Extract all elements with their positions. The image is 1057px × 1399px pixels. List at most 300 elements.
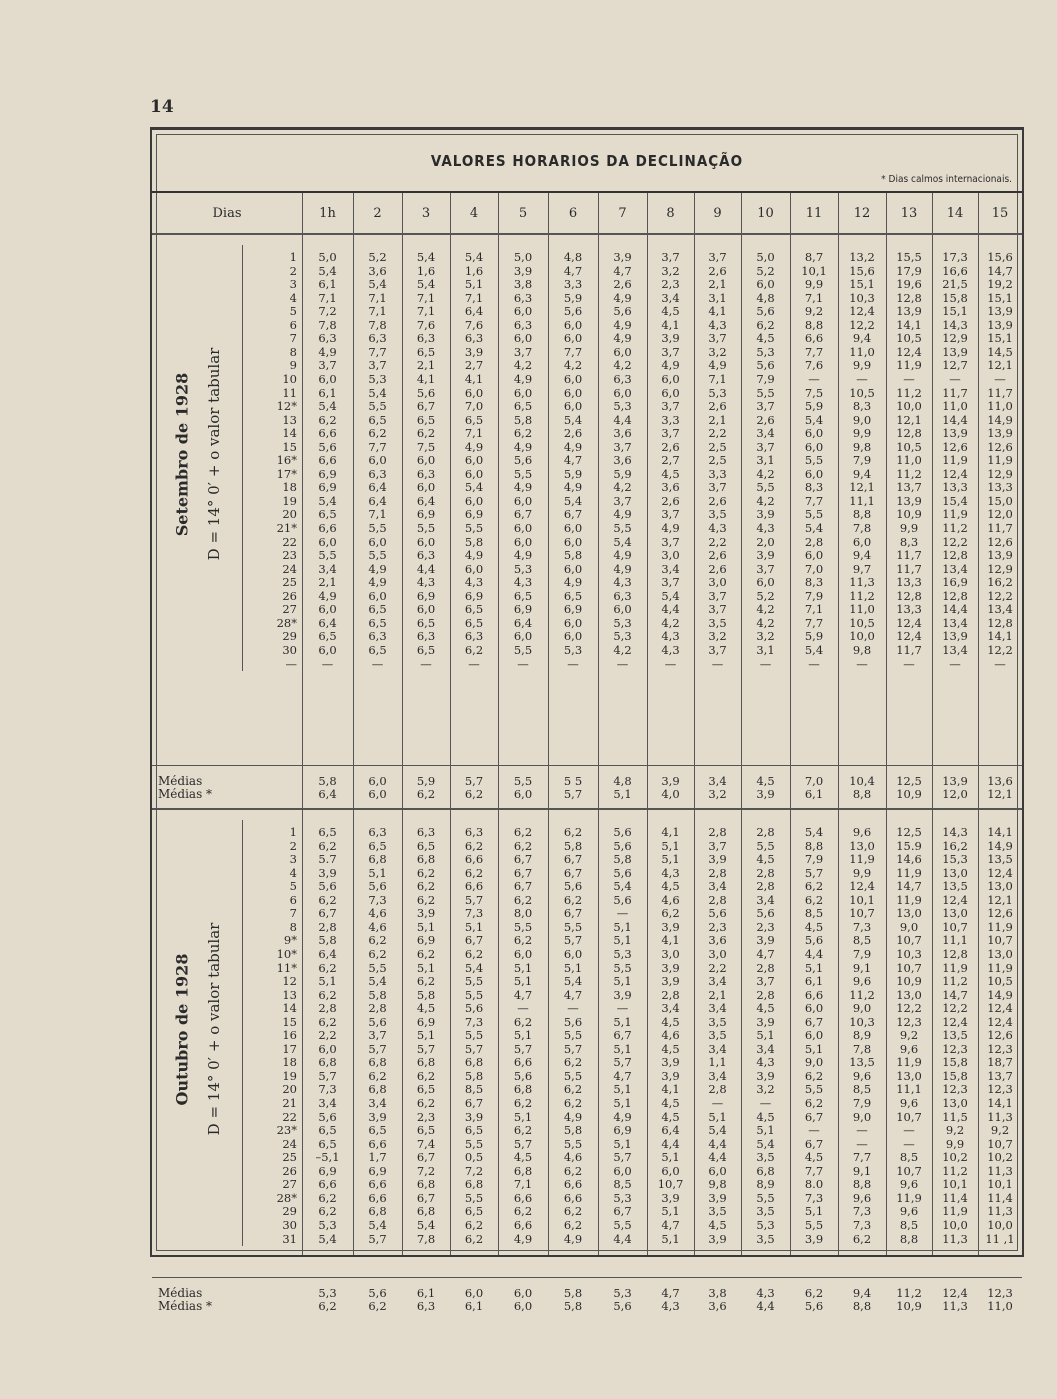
- table-cell: 7,1: [368, 304, 387, 319]
- table-cell: 13,9: [896, 493, 922, 508]
- table-cell: 3,9: [661, 960, 680, 975]
- table-cell: 5,1: [756, 1123, 775, 1138]
- table-cell: 14,4: [942, 602, 968, 617]
- table-cell: 6,2: [416, 1068, 436, 1083]
- table-cell: 10,9: [896, 507, 922, 522]
- table-cell: 6,6: [318, 453, 337, 468]
- table-cell: 6,7: [563, 507, 583, 522]
- table-cell: 5,1: [464, 277, 484, 292]
- medias-calm-cell: 6,4: [318, 787, 337, 801]
- table-cell: 9,9: [852, 426, 872, 441]
- day-label: 23*: [276, 1123, 297, 1138]
- table-cell: 6,2: [318, 987, 337, 1002]
- table-cell: —: [903, 656, 915, 671]
- table-cell: 2,2: [708, 960, 727, 975]
- table-cell: 12,8: [987, 615, 1013, 630]
- table-cell: 4,9: [464, 548, 484, 563]
- table-cell: 6,0: [661, 1163, 680, 1178]
- table-cell: 10,7: [849, 906, 875, 921]
- medias-cell: 3,9: [661, 774, 680, 788]
- table-cell: 12,3: [942, 1041, 968, 1056]
- table-cell: 2,1: [318, 575, 337, 590]
- table-cell: 7,2: [416, 1163, 436, 1178]
- table-cell: 6,0: [368, 588, 387, 603]
- table-cell: —: [616, 1001, 629, 1016]
- table-cell: 7,3: [464, 1014, 484, 1029]
- table-cell: 6,5: [416, 838, 436, 853]
- table-cell: —: [711, 1096, 724, 1110]
- table-cell: 3,4: [756, 892, 775, 907]
- medias-cell: 4,7: [661, 1286, 680, 1300]
- table-cell: 5,8: [464, 1068, 484, 1083]
- table-cell: 3,6: [613, 426, 632, 441]
- day-label: 8: [289, 344, 297, 359]
- table-cell: 6,0: [416, 453, 436, 468]
- table-cell: 10,5: [849, 385, 875, 400]
- table-cell: 6,1: [804, 974, 824, 989]
- day-label: 27: [282, 602, 297, 617]
- table-cell: 3,9: [613, 250, 632, 264]
- medias-cell: 5,9: [416, 774, 436, 788]
- table-cell: –5,1: [315, 1150, 340, 1165]
- table-cell: 6,2: [416, 946, 436, 961]
- table-cell: 6,2: [464, 946, 484, 961]
- label-divider: [242, 820, 243, 1246]
- table-cell: 5,5: [368, 399, 387, 414]
- table-cell: 6,3: [368, 331, 387, 346]
- table-cell: 5,7: [416, 1041, 436, 1056]
- table-cell: 6,2: [416, 974, 436, 989]
- day-label: 19: [282, 1068, 297, 1083]
- table-cell: 2,1: [416, 358, 436, 373]
- table-cell: 11,3: [987, 1163, 1013, 1178]
- table-cell: 4,5: [756, 331, 775, 346]
- table-cell: 6,0: [613, 385, 632, 400]
- table-cell: 13,7: [896, 480, 922, 495]
- table-cell: —: [903, 1136, 915, 1151]
- table-cell: 9,9: [899, 521, 919, 535]
- table-cell: 7,9: [852, 1096, 872, 1110]
- table-cell: 6,2: [513, 1123, 533, 1138]
- day-label: 9*: [283, 933, 297, 948]
- header-hour-7: 7: [618, 206, 627, 221]
- table-cell: 6,6: [368, 1136, 387, 1151]
- table-cell: 7,7: [368, 439, 387, 454]
- table-cell: 9,9: [945, 1136, 965, 1151]
- day-label: 20: [282, 507, 297, 522]
- table-cell: 6,2: [563, 1082, 583, 1097]
- table-cell: 13,3: [896, 602, 922, 617]
- table-cell: 6,0: [464, 453, 484, 468]
- table-cell: 2,8: [708, 1082, 727, 1097]
- table-cell: —: [567, 656, 579, 671]
- table-cell: 4,9: [613, 290, 632, 305]
- data-grid: [152, 191, 1022, 1313]
- table-cell: —: [856, 1123, 868, 1138]
- day-label: —: [285, 656, 297, 671]
- table-cell: 11,4: [942, 1190, 968, 1205]
- table-cell: 6,0: [804, 426, 824, 441]
- table-cell: 12,3: [896, 1014, 922, 1029]
- table-cell: —: [420, 656, 432, 671]
- table-cell: 6,0: [661, 385, 680, 400]
- table-cell: 6,2: [563, 1204, 583, 1219]
- table-cell: 11,2: [849, 987, 875, 1002]
- table-cell: 6,5: [318, 1123, 337, 1138]
- table-cell: 6,0: [563, 371, 583, 386]
- table-cell: 4,1: [661, 933, 680, 948]
- medias-calm-cell: 5,8: [563, 1299, 583, 1313]
- table-cell: 6,9: [464, 588, 484, 603]
- table-cell: 5,1: [368, 865, 387, 880]
- table-cell: 14,9: [987, 838, 1013, 853]
- table-cell: 6,6: [804, 331, 824, 346]
- table-cell: 12,5: [896, 825, 922, 839]
- table-cell: 15.9: [896, 838, 922, 853]
- table-cell: 7,1: [318, 290, 337, 305]
- medias-calm-cell: 10,9: [896, 1299, 922, 1313]
- table-cell: 5,5: [756, 838, 775, 853]
- table-cell: 6,9: [318, 480, 337, 495]
- table-cell: 13,3: [987, 480, 1013, 495]
- table-cell: 6,0: [513, 385, 533, 400]
- table-cell: 6,2: [368, 933, 387, 948]
- day-label: 19: [282, 493, 297, 508]
- day-label: 27: [282, 1177, 297, 1192]
- header-hour-11: 11: [805, 206, 823, 221]
- table-cell: 6,0: [368, 453, 387, 468]
- medias-label: Médias: [158, 774, 203, 788]
- table-cell: 6,5: [464, 1204, 484, 1219]
- table-cell: 4,9: [368, 561, 387, 576]
- table-cell: 4,2: [756, 493, 775, 508]
- table-cell: 2,8: [661, 987, 680, 1002]
- table-cell: 6,7: [513, 507, 533, 522]
- table-cell: 4,9: [563, 1231, 583, 1246]
- table-cell: 11,5: [942, 1109, 968, 1124]
- table-cell: 6,0: [563, 331, 583, 346]
- table-cell: 5,3: [613, 399, 632, 414]
- table-cell: 4,9: [563, 1109, 583, 1124]
- table-cell: 5,3: [318, 1217, 337, 1232]
- table-cell: 6,8: [368, 1082, 387, 1097]
- table-cell: 7,7: [852, 1150, 872, 1165]
- table-cell: 12,6: [987, 534, 1013, 549]
- table-cell: 10,7: [896, 960, 922, 975]
- table-cell: 6,8: [368, 852, 387, 867]
- table-cell: 6,2: [368, 426, 387, 441]
- table-cell: 12,2: [942, 534, 968, 549]
- table-cell: 3,6: [613, 453, 632, 468]
- table-cell: 7,6: [416, 317, 436, 332]
- table-cell: 5,0: [756, 250, 775, 264]
- table-cell: 4,9: [613, 548, 632, 563]
- table-cell: 6,5: [318, 507, 337, 522]
- table-cell: 3,5: [708, 615, 727, 630]
- table-cell: 3,9: [756, 507, 775, 522]
- table-cell: 6,9: [416, 933, 436, 948]
- table-cell: —: [856, 371, 868, 386]
- table-cell: 2,8: [708, 825, 727, 839]
- table-cell: 10,0: [849, 629, 875, 644]
- table-cell: 6,2: [318, 412, 337, 427]
- table-cell: 5,1: [416, 1028, 436, 1043]
- day-label: 8: [289, 919, 297, 934]
- table-cell: 4,7: [563, 453, 583, 468]
- table-cell: 2,6: [756, 412, 775, 427]
- table-cell: 4,7: [513, 987, 533, 1002]
- table-cell: 5,1: [464, 919, 484, 934]
- day-label: 6: [289, 892, 297, 907]
- table-cell: 12,3: [942, 1082, 968, 1097]
- table-cell: 12,6: [987, 1028, 1013, 1043]
- table-cell: 2,2: [708, 426, 727, 441]
- table-cell: 15,8: [942, 1055, 968, 1070]
- table-cell: 5,6: [613, 825, 632, 839]
- table-cell: 4,2: [563, 358, 583, 373]
- table-cell: 7,1: [804, 290, 824, 305]
- table-cell: 0,5: [464, 1150, 484, 1165]
- table-cell: 6,8: [368, 1204, 387, 1219]
- table-cell: —: [949, 656, 961, 671]
- table-cell: 7,9: [756, 371, 775, 386]
- table-cell: 15,1: [987, 290, 1013, 305]
- table-cell: 18,7: [987, 1055, 1013, 1070]
- table-cell: 4,4: [708, 1150, 727, 1165]
- medias-label: Médias: [158, 1286, 203, 1300]
- table-cell: 6,7: [804, 1014, 824, 1029]
- table-cell: 4,6: [661, 892, 680, 907]
- table-cell: 13,5: [942, 879, 968, 894]
- table-cell: 13,0: [896, 906, 922, 921]
- table-cell: 11,9: [896, 1055, 922, 1070]
- table-cell: 4,2: [613, 358, 632, 373]
- table-cell: 3,7: [661, 507, 680, 522]
- table-cell: 3,4: [708, 1001, 727, 1016]
- calm-days-note: * Dias calmos internacionais.: [881, 174, 1012, 185]
- medias-cell: 3,4: [708, 774, 727, 788]
- table-cell: 5,6: [513, 1068, 533, 1083]
- header-hour-6: 6: [568, 206, 578, 221]
- table-cell: 5,0: [513, 250, 533, 264]
- table-cell: 6,8: [368, 1055, 387, 1070]
- table-cell: 5,6: [804, 933, 824, 948]
- table-cell: 14,7: [942, 987, 968, 1002]
- table-cell: 14,3: [942, 825, 968, 839]
- table-cell: 2,6: [708, 561, 727, 576]
- table-cell: 6,2: [513, 825, 533, 839]
- table-cell: 5,5: [464, 1190, 484, 1205]
- table-cell: 5,4: [464, 250, 484, 264]
- table-cell: 3,3: [661, 412, 680, 427]
- table-cell: 6,3: [416, 629, 436, 644]
- table-cell: 3,9: [661, 1190, 680, 1205]
- table-cell: 6,2: [318, 1204, 337, 1219]
- day-label: 3: [289, 277, 297, 292]
- table-cell: 9,6: [852, 974, 872, 989]
- table-cell: 5,6: [708, 906, 727, 921]
- table-cell: 6,0: [318, 371, 337, 386]
- table-cell: 6,2: [318, 1014, 337, 1029]
- table-cell: 13,9: [942, 426, 968, 441]
- table-cell: 5,4: [804, 642, 824, 657]
- table-cell: 4,2: [661, 615, 680, 630]
- table-cell: 15,1: [942, 304, 968, 319]
- table-cell: 6,5: [368, 1123, 387, 1138]
- table-cell: 6,3: [368, 825, 387, 839]
- table-cell: 6,0: [513, 629, 533, 644]
- medias-calm-cell: 5,1: [613, 787, 632, 801]
- formula-label: D = 14° 0′ + o valor tabular: [205, 347, 223, 561]
- table-cell: 3,9: [368, 1109, 387, 1124]
- table-cell: 6,0: [708, 1163, 727, 1178]
- day-label: 11*: [276, 960, 297, 975]
- medias-cell: 5,8: [563, 1286, 583, 1300]
- table-cell: 8,8: [852, 507, 872, 522]
- label-divider: [242, 245, 243, 671]
- medias-calm-cell: 8,8: [852, 787, 872, 801]
- day-label: 23: [282, 548, 297, 563]
- table-cell: 6,0: [318, 1041, 337, 1056]
- table-cell: 6,0: [464, 466, 484, 481]
- table-cell: 4,3: [464, 575, 484, 590]
- table-cell: 15,1: [987, 331, 1013, 346]
- table-cell: 12,3: [987, 1082, 1013, 1097]
- table-cell: 2,8: [368, 1001, 387, 1016]
- medias-calm-cell: 4,3: [661, 1299, 680, 1313]
- table-cell: 6,5: [464, 412, 484, 427]
- day-label: 24: [282, 1136, 297, 1151]
- table-cell: 4,5: [661, 1109, 680, 1124]
- table-cell: 4,4: [661, 602, 680, 617]
- table-cell: 5,7: [563, 933, 583, 948]
- medias-cell: 5,3: [613, 1286, 632, 1300]
- table-cell: 6,7: [416, 399, 436, 414]
- table-cell: 10,7: [896, 1109, 922, 1124]
- table-cell: 4,9: [708, 358, 727, 373]
- table-cell: 6,6: [513, 1190, 533, 1205]
- table-cell: 4,1: [416, 371, 436, 386]
- table-cell: 9,6: [852, 1068, 872, 1083]
- table-cell: 6,3: [368, 466, 387, 481]
- table-cell: 11,9: [987, 919, 1013, 934]
- table-cell: 3,7: [661, 575, 680, 590]
- day-label: 29: [282, 1204, 297, 1219]
- table-cell: 9,1: [852, 1163, 872, 1178]
- table-cell: 5,7: [318, 1068, 337, 1083]
- table-cell: 4,3: [661, 629, 680, 644]
- table-cell: 5,3: [708, 385, 727, 400]
- table-cell: 6,8: [416, 1055, 436, 1070]
- table-cell: 6,2: [563, 1163, 583, 1178]
- table-cell: 6,5: [416, 1123, 436, 1138]
- table-cell: 10,7: [987, 1136, 1013, 1151]
- table-cell: 5,1: [804, 1041, 824, 1056]
- table-cell: 11,2: [942, 1163, 968, 1178]
- table-cell: —: [856, 1136, 868, 1151]
- table-cell: 8,9: [852, 1028, 872, 1043]
- table-cell: 3,9: [661, 974, 680, 989]
- table-cell: 5,5: [804, 1082, 824, 1097]
- table-cell: 5,8: [613, 852, 632, 867]
- medias-cell: 4,3: [756, 1286, 775, 1300]
- table-cell: 11,9: [896, 892, 922, 907]
- medias-calm-cell: 6,0: [513, 787, 533, 801]
- table-cell: 7,7: [804, 493, 824, 508]
- table-cell: —: [903, 1123, 915, 1138]
- medias-calm-label: Médias *: [158, 787, 213, 801]
- header-hour-10: 10: [757, 206, 774, 221]
- table-cell: 10,2: [987, 1150, 1013, 1165]
- table-cell: 5,4: [804, 825, 824, 839]
- table-cell: 4,5: [661, 304, 680, 319]
- day-label: 11: [282, 385, 297, 400]
- table-cell: 5,1: [318, 974, 337, 989]
- table-cell: 7,9: [804, 588, 824, 603]
- table-cell: 3,0: [708, 575, 727, 590]
- table-cell: 4,4: [661, 1136, 680, 1151]
- table-cell: 6,0: [318, 534, 337, 549]
- table-cell: 11 ,1: [985, 1231, 1015, 1246]
- table-cell: 7,1: [513, 1177, 533, 1192]
- table-cell: 6,6: [464, 879, 484, 894]
- table-cell: 9,8: [708, 1177, 727, 1192]
- header-dias: Dias: [212, 206, 242, 221]
- table-cell: 12,2: [896, 1001, 922, 1016]
- table-cell: 7,1: [368, 290, 387, 305]
- day-label: 22: [282, 534, 297, 549]
- table-cell: 3,7: [613, 493, 632, 508]
- table-cell: 4,4: [416, 561, 436, 576]
- table-cell: 4,5: [513, 1150, 533, 1165]
- table-cell: 9,6: [899, 1177, 919, 1192]
- table-cell: 14,7: [896, 879, 922, 894]
- table-cell: 6,2: [563, 1217, 583, 1232]
- day-label: 13: [282, 987, 297, 1002]
- table-cell: 5,2: [756, 263, 775, 278]
- table-cell: 4,2: [613, 642, 632, 657]
- table-cell: 5,7: [368, 1231, 387, 1246]
- table-cell: 5,9: [804, 629, 824, 644]
- table-cell: 13,5: [942, 1028, 968, 1043]
- table-cell: 6,0: [804, 1028, 824, 1043]
- table-cell: 10,3: [849, 290, 875, 305]
- table-cell: 7,1: [464, 290, 484, 305]
- table-cell: 4,5: [416, 1001, 436, 1016]
- table-cell: 6,0: [416, 534, 436, 549]
- table-cell: 3,9: [661, 919, 680, 934]
- table-cell: 2,1: [708, 412, 727, 427]
- header-hour-14: 14: [946, 206, 964, 221]
- table-cell: 3,0: [708, 946, 727, 961]
- table-cell: 12,4: [896, 344, 922, 359]
- table-cell: 10,1: [942, 1177, 968, 1192]
- table-cell: 6,5: [368, 642, 387, 657]
- table-cell: 5,6: [613, 865, 632, 880]
- table-cell: 4,5: [804, 919, 824, 934]
- table-cell: 5,1: [613, 1082, 632, 1097]
- table-cell: 6,7: [613, 1028, 632, 1043]
- table-cell: 4,5: [708, 1217, 727, 1232]
- table-cell: 7,3: [852, 919, 872, 934]
- table-cell: 6,8: [513, 1082, 533, 1097]
- table-cell: 15,6: [987, 250, 1013, 264]
- table-cell: 5,5: [563, 1136, 583, 1151]
- table-cell: 8,3: [852, 399, 872, 414]
- table-cell: 9,8: [852, 439, 872, 454]
- table-cell: 5,7: [464, 892, 484, 907]
- table-cell: 6,0: [513, 493, 533, 508]
